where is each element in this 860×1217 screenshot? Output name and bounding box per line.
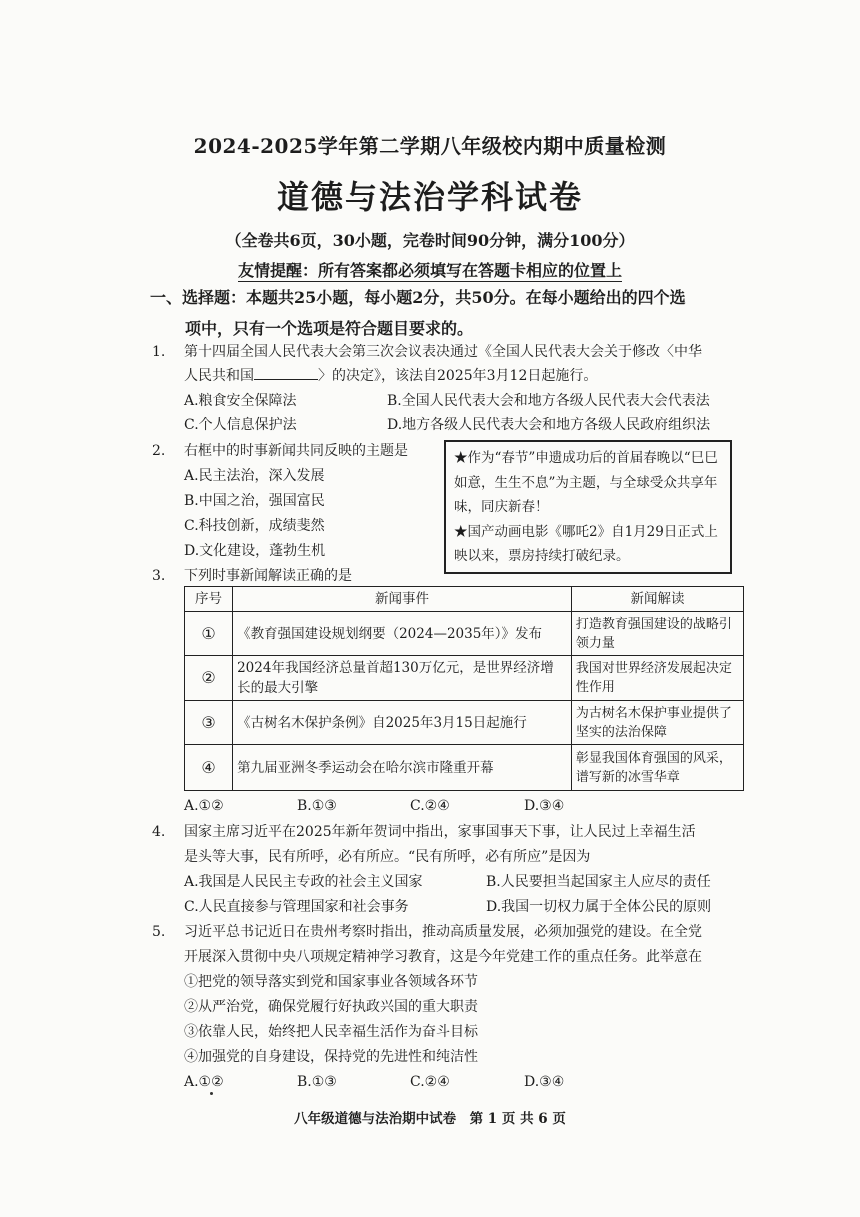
table-cell-reading: 打造教育强国建设的战略引领力量 xyxy=(571,612,743,656)
section-heading-line2: 项中，只有一个选项是符合题目要求的。 xyxy=(185,319,474,338)
q3-option-d: D.③④ xyxy=(524,798,565,814)
table-cell-num: ③ xyxy=(185,701,233,745)
q5-stem-line1: 习近平总书记近日在贵州考察时指出，推动高质量发展，必须加强党的建设。在全党 xyxy=(184,924,702,940)
q2-news-box xyxy=(444,440,732,574)
q5-statement-1: ①把党的领导落实到党和国家事业各领域各环节 xyxy=(184,974,478,990)
table-cell-event: 第九届亚洲冬季运动会在哈尔滨市隆重开幕 xyxy=(233,745,572,791)
q1-option-c: C.个人信息保护法 xyxy=(184,417,297,433)
table-row xyxy=(185,745,744,791)
subject-title: 道德与法治学科试卷 xyxy=(276,178,583,216)
q3-news-table xyxy=(184,586,744,791)
table-header-num: 序号 xyxy=(185,587,233,612)
q2-number: 2. xyxy=(152,443,166,459)
q5-option-b: B.①③ xyxy=(297,1074,337,1090)
q1-stem-after: 〉的决定》，该法自2025年3月12日起施行。 xyxy=(318,368,598,384)
q2-option-b: B.中国之治，强国富民 xyxy=(184,493,325,509)
q3-option-c: C.②④ xyxy=(410,798,450,814)
reminder-text: 友情提醒：所有答案都必须填写在答题卡相应的位置上 xyxy=(237,261,622,280)
q1-option-d: D.地方各级人民代表大会和地方各级人民政府组织法 xyxy=(387,417,711,433)
q4-stem-line2: 是头等大事，民有所呼，必有所应。“民有所呼，必有所应”是因为 xyxy=(184,849,591,865)
table-cell-event: 《教育强国建设规划纲要（2024—2035年）》发布 xyxy=(233,612,572,656)
q5-stem-line2: 开展深入贯彻中央八项规定精神学习教育，这是今年党建工作的重点任务。此举意在 xyxy=(184,949,702,965)
q3-option-a: A.①② xyxy=(184,798,224,814)
q3-number: 3. xyxy=(152,568,166,584)
q5-statement-3: ③依靠人民，始终把人民幸福生活作为奋斗目标 xyxy=(184,1024,478,1040)
q5-number: 5. xyxy=(152,924,166,940)
q2-option-a: A.民主法治，深入发展 xyxy=(184,468,325,484)
table-cell-event: 《古树名木保护条例》自2025年3月15日起施行 xyxy=(233,701,572,745)
q5-statement-4: ④加强党的自身建设，保持党的先进性和纯洁性 xyxy=(184,1049,478,1065)
q2-option-d: D.文化建设，蓬勃生机 xyxy=(184,543,326,559)
q5-statement-2: ②从严治党，确保党履行好执政兴国的重大职责 xyxy=(184,999,478,1015)
page-footer: 八年级道德与法治期中试卷 第 1 页 共 6 页 xyxy=(294,1111,566,1127)
q1-answer-blank xyxy=(254,365,318,380)
q4-option-c: C.人民直接参与管理国家和社会事务 xyxy=(184,899,409,915)
q1-stem-line1: 第十四届全国人民代表大会第三次会议表决通过《全国人民代表大会关于修改〈中华 xyxy=(184,344,702,360)
section-heading-line1: 一、选择题：本题共25小题，每小题2分，共50分。在每小题给出的四个选 xyxy=(150,288,686,307)
q2-news-item-1: ★作为“春节”申遗成功后的首届春晚以“巳巳如意，生生不息”为主题，与全球受众共享年味，同庆新春！ xyxy=(454,450,718,515)
q3-stem: 下列时事新闻解读正确的是 xyxy=(184,568,352,584)
table-cell-reading: 我国对世界经济发展起决定性作用 xyxy=(571,656,743,701)
q2-stem: 右框中的时事新闻共同反映的主题是 xyxy=(184,443,408,459)
q3-option-b: B.①③ xyxy=(297,798,337,814)
q5-option-c: C.②④ xyxy=(410,1074,450,1090)
exam-title: 2024-2025学年第二学期八年级校内期中质量检测 xyxy=(193,134,667,158)
table-row xyxy=(185,701,744,745)
q4-option-d: D.我国一切权力属于全体公民的原则 xyxy=(486,899,712,915)
reminder xyxy=(0,258,860,281)
table-cell-reading: 彰显我国体育强国的风采，谱写新的冰雪华章 xyxy=(571,745,743,791)
table-header-reading: 新闻解读 xyxy=(571,587,743,612)
q1-number: 1. xyxy=(152,344,166,360)
q4-option-b: B.人民要担当起国家主人应尽的责任 xyxy=(486,874,711,890)
q4-number: 4. xyxy=(152,824,166,840)
table-cell-reading: 为古树名木保护事业提供了坚实的法治保障 xyxy=(571,701,743,745)
q5-option-d: D.③④ xyxy=(524,1074,565,1090)
table-cell-event: 2024年我国经济总量首超130万亿元，是世界经济增长的最大引擎 xyxy=(233,656,572,701)
q1-option-b: B.全国人民代表大会和地方各级人民代表大会代表法 xyxy=(387,393,710,409)
q4-stem-line1: 国家主席习近平在2025年新年贺词中指出，家事国事天下事，让人民过上幸福生活 xyxy=(184,824,696,840)
table-cell-num: ② xyxy=(185,656,233,701)
ink-speck xyxy=(210,1092,213,1095)
table-header-event: 新闻事件 xyxy=(233,587,572,612)
q1-stem-before: 人民共和国 xyxy=(184,368,254,384)
exam-info: （全卷共6页，30小题，完卷时间90分钟，满分100分） xyxy=(225,231,635,250)
q1-option-a: A.粮食安全保障法 xyxy=(184,393,297,409)
table-row xyxy=(185,656,744,701)
table-row xyxy=(185,612,744,656)
q2-option-c: C.科技创新，成绩斐然 xyxy=(184,518,325,534)
q1-stem-line2 xyxy=(184,364,597,388)
q5-option-a: A.①② xyxy=(184,1074,224,1090)
table-cell-num: ① xyxy=(185,612,233,656)
q2-news-item-2: ★国产动画电影《哪吒2》自1月29日正式上映以来，票房持续打破纪录。 xyxy=(454,523,718,564)
table-cell-num: ④ xyxy=(185,745,233,791)
q4-option-a: A.我国是人民民主专政的社会主义国家 xyxy=(184,874,423,890)
table-header-row xyxy=(185,587,744,612)
